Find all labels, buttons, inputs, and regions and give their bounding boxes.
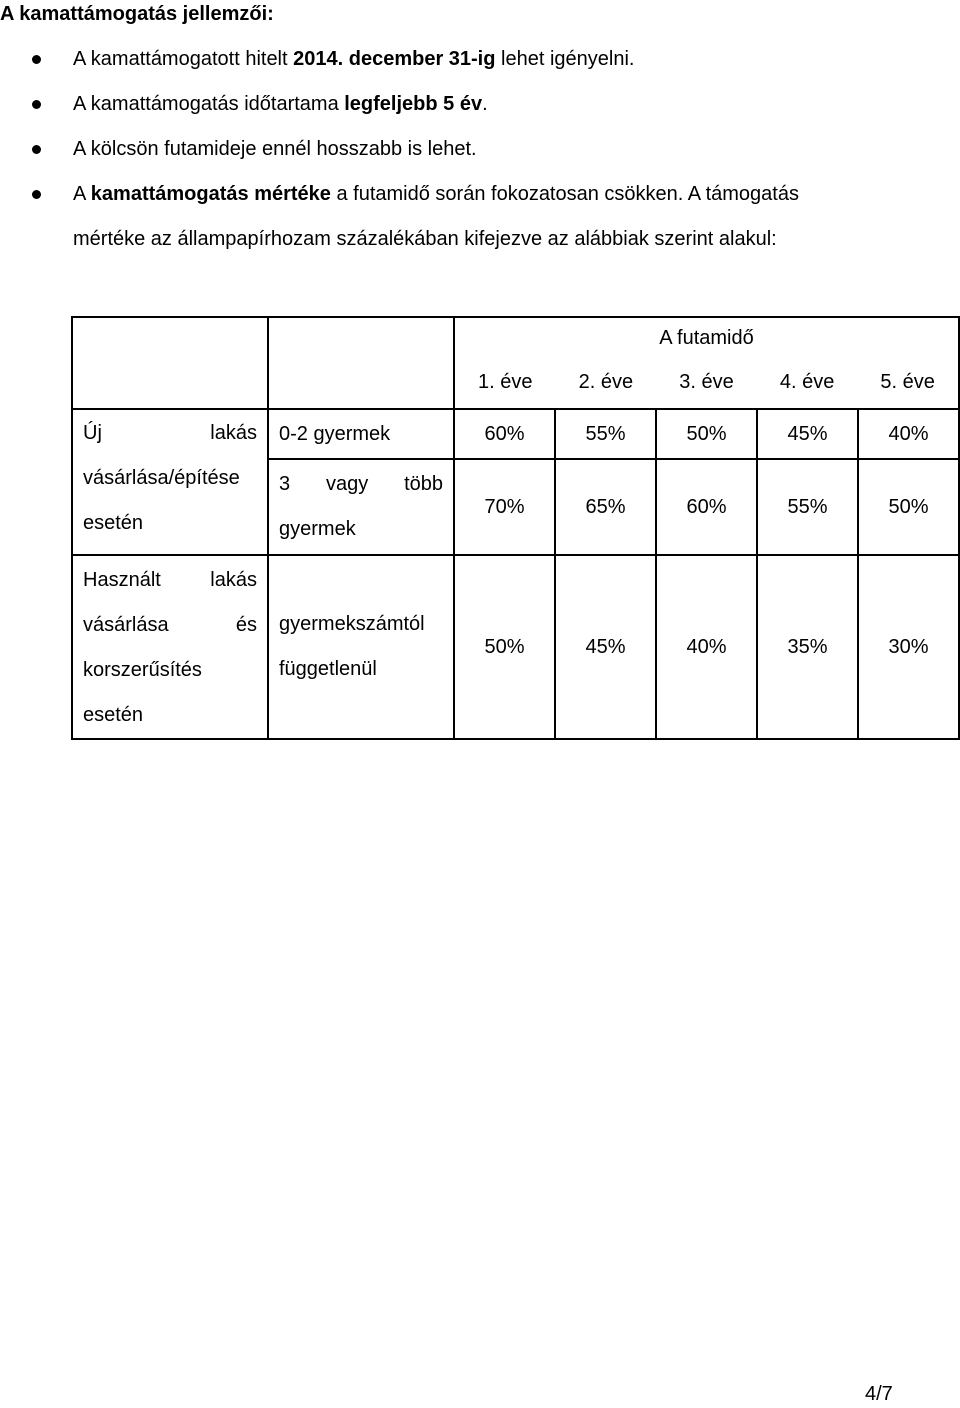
percent-cell: 55%	[757, 459, 858, 555]
label-line	[73, 410, 267, 456]
bullet-icon	[32, 145, 41, 154]
year-label: 5. éve	[880, 371, 935, 393]
year-label: 2. éve	[578, 371, 634, 393]
percent-cell: 50%	[454, 555, 555, 739]
bullet-line	[73, 172, 948, 217]
label-word: Új	[83, 422, 102, 444]
label-word: Használt	[83, 569, 161, 591]
bullet-bold-text: kamattámogatás mértéke	[90, 183, 331, 205]
label-line: vásárlása/építése	[83, 467, 240, 489]
bullet-text: a futamidő során fokozatosan csökken. A támogatás	[330, 183, 799, 205]
row-label-new-home	[72, 409, 268, 555]
bullet-text: A	[73, 183, 91, 205]
year-label: 3. éve	[679, 371, 734, 393]
percent-cell: 40%	[656, 555, 757, 739]
percent-cell: 70%	[454, 459, 555, 555]
label-line	[73, 603, 267, 648]
label-line: korszerűsítés	[83, 659, 202, 681]
percent-cell: 30%	[858, 555, 959, 739]
list-item	[0, 37, 960, 82]
percent-cell: 35%	[757, 555, 858, 739]
sub-label-word: vagy	[325, 473, 369, 495]
label-word: és	[235, 614, 257, 636]
list-item	[0, 82, 960, 127]
bullet-text: .	[482, 93, 488, 115]
bullet-text: A kamattámogatás időtartama	[73, 93, 345, 115]
bullet-icon	[32, 55, 41, 64]
sub-label-word: több	[404, 473, 443, 495]
bullet-bold-text: 2014. december 31-ig	[293, 48, 496, 70]
empty-header-cell	[72, 317, 268, 409]
futamido-label: A futamidő	[659, 327, 754, 349]
section-heading: A kamattámogatás jellemzői:	[0, 3, 274, 25]
label-word: lakás	[210, 569, 257, 591]
sub-label-line: gyermekszámtól	[279, 613, 425, 635]
sub-label-0-2-children	[268, 409, 454, 459]
percent-cell: 60%	[656, 459, 757, 555]
percent-cell: 50%	[656, 409, 757, 459]
year-label: 4. éve	[779, 371, 835, 393]
sub-label-text: 0-2 gyermek	[279, 422, 391, 445]
bullet-text: A kamattámogatott hitelt	[73, 48, 294, 70]
feature-list	[0, 37, 960, 262]
bullet-icon	[32, 100, 41, 109]
years-row	[455, 360, 958, 405]
row-label-used-home	[72, 555, 268, 739]
percent-cell: 55%	[555, 409, 656, 459]
label-word: vásárlása	[83, 614, 169, 636]
label-line	[73, 556, 267, 603]
bullet-bold-text: legfeljebb 5 év	[344, 93, 483, 115]
interest-rate-table	[71, 316, 960, 740]
year-label: 1. éve	[478, 371, 533, 393]
sub-label-word: 3	[279, 473, 291, 495]
percent-cell: 40%	[858, 409, 959, 459]
percent-cell: 65%	[555, 459, 656, 555]
bullet-text: lehet igényelni.	[495, 48, 635, 70]
bullet-line-2: mértéke az állampapírhozam százalékában kifejezve az alábbiak szerint alakul:	[73, 228, 777, 250]
sub-label-line: függetlenül	[279, 658, 377, 680]
percent-cell: 50%	[858, 459, 959, 555]
sub-label-line	[269, 462, 453, 507]
sub-label-3-plus-children	[268, 459, 454, 555]
bullet-icon	[32, 190, 41, 199]
percent-cell: 45%	[757, 409, 858, 459]
futamido-header-cell	[454, 317, 959, 409]
label-line: esetén	[83, 704, 144, 726]
sub-label-line: gyermek	[279, 518, 356, 540]
page-number: 4/7	[865, 1383, 893, 1405]
empty-header-cell	[268, 317, 454, 409]
bullet-text: A kölcsön futamideje ennél hosszabb is lehet.	[73, 138, 477, 160]
sub-label-regardless-children	[268, 555, 454, 739]
list-item	[0, 127, 960, 172]
list-item	[0, 172, 960, 262]
percent-cell: 60%	[454, 409, 555, 459]
label-line: esetén	[83, 512, 144, 534]
label-word: lakás	[210, 422, 257, 444]
percent-cell: 45%	[555, 555, 656, 739]
